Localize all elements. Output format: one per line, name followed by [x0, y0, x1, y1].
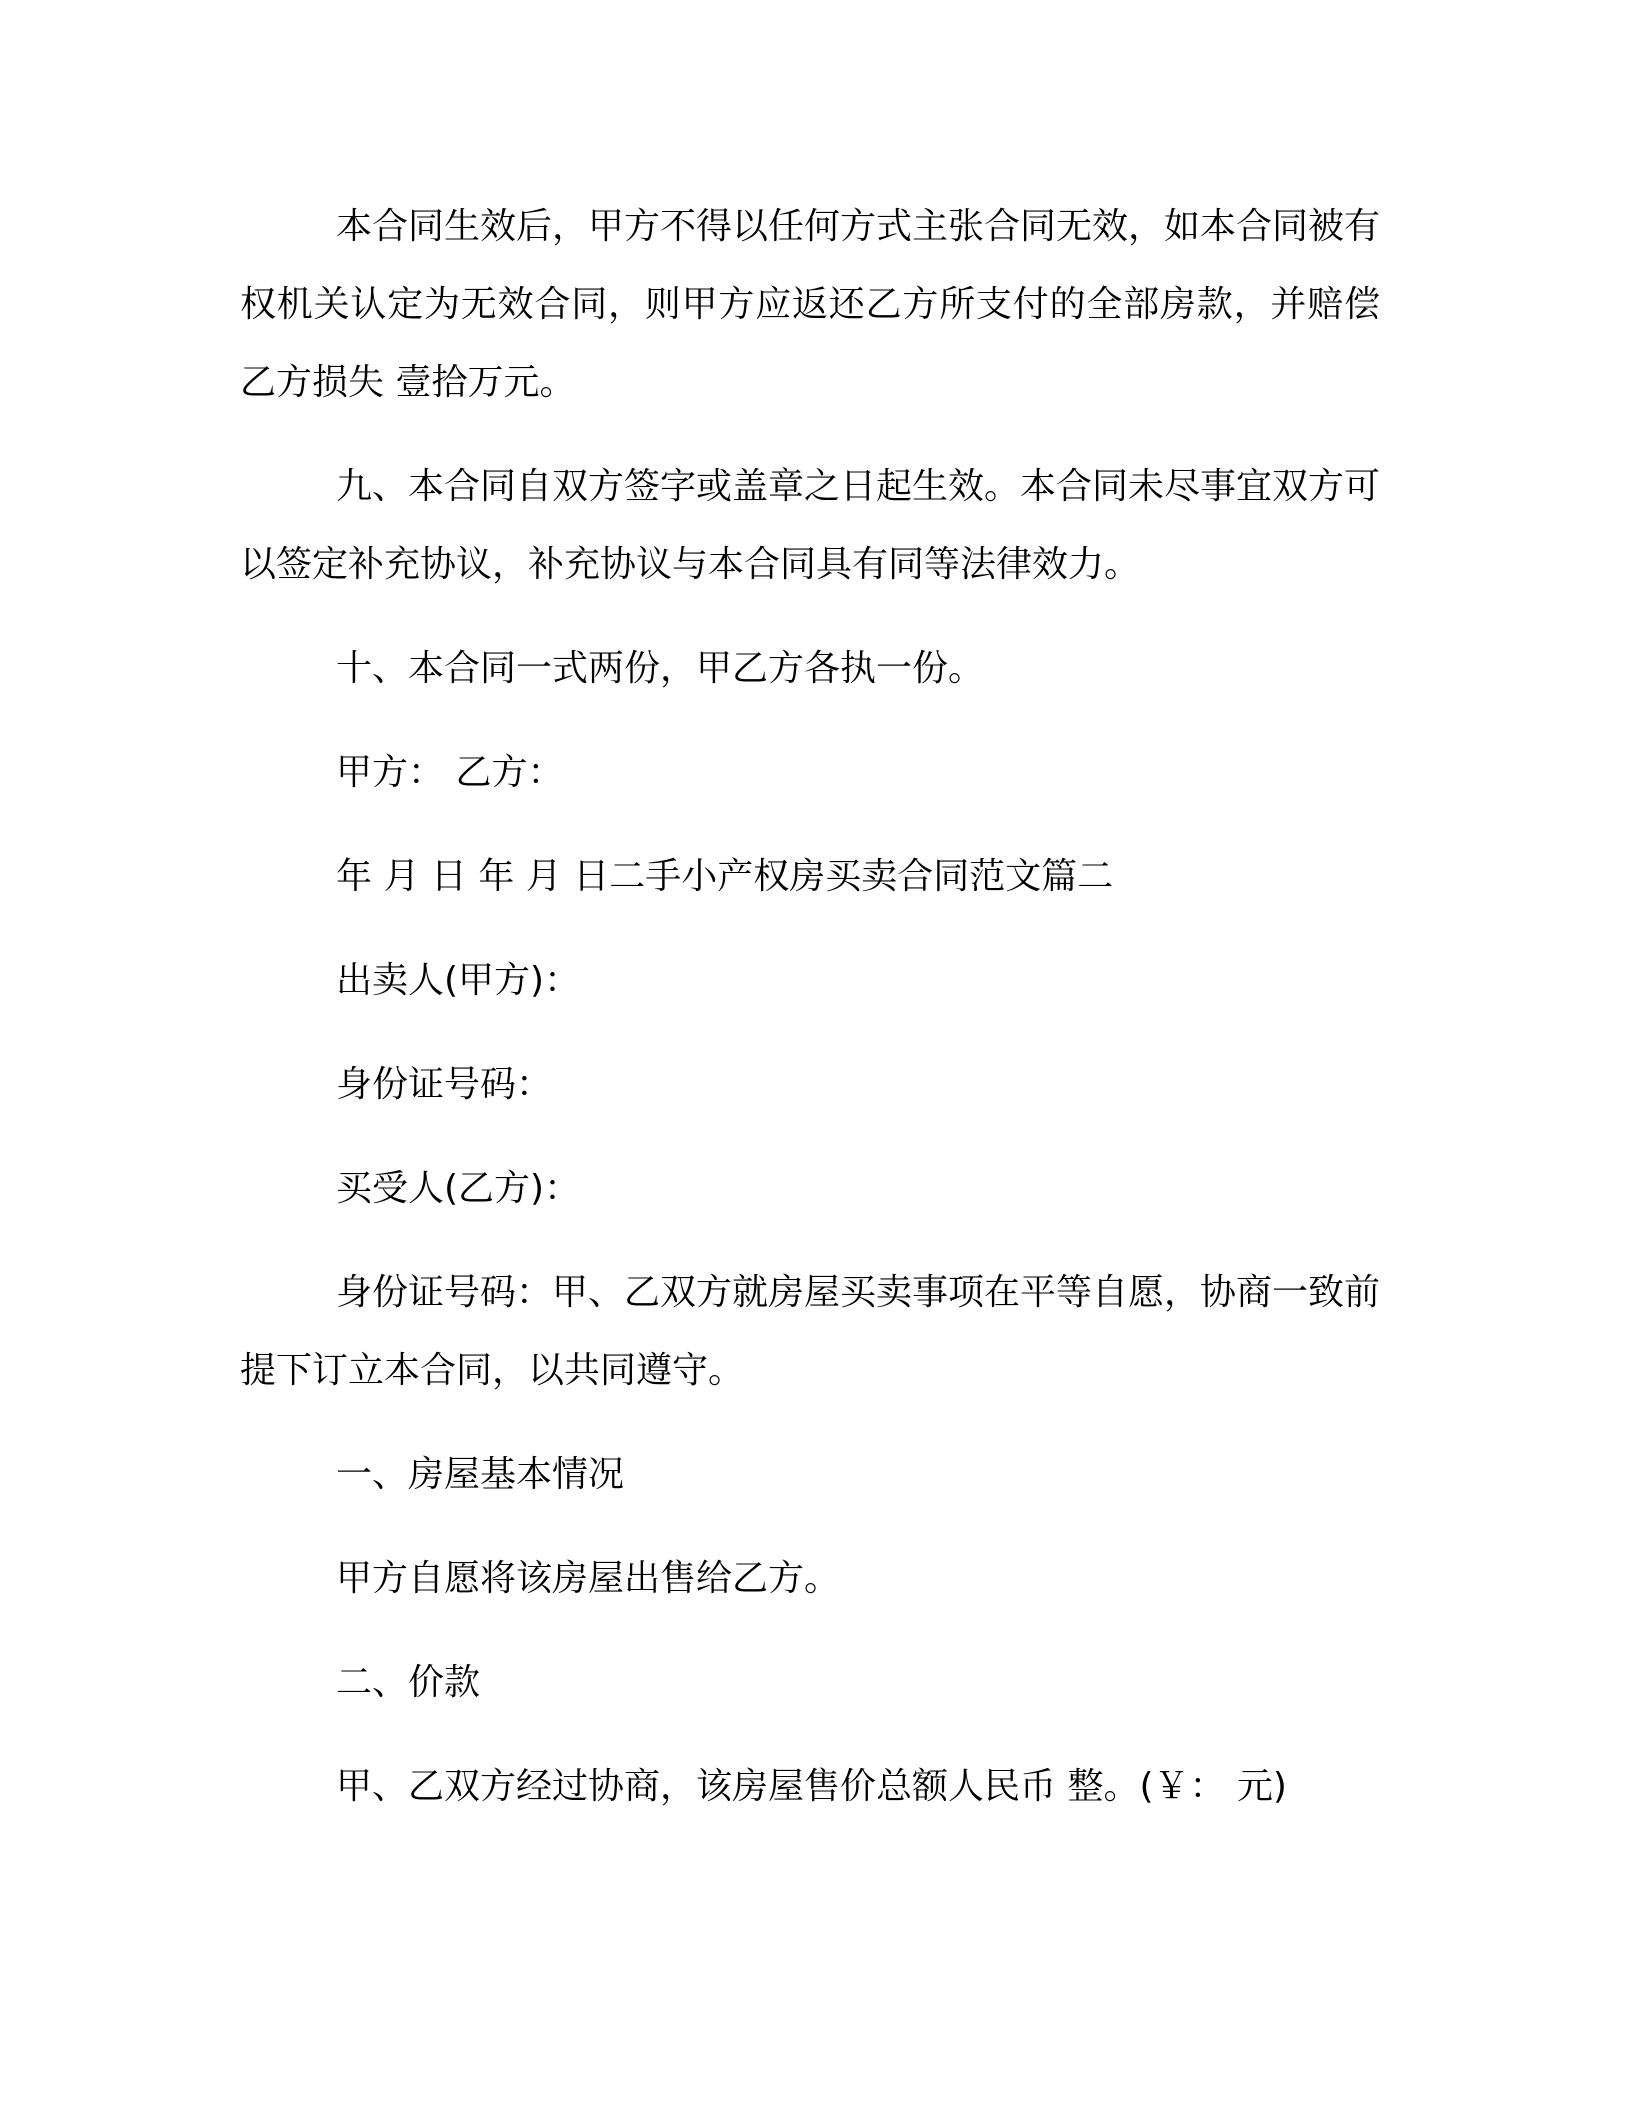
paragraph-price-details: 甲、乙双方经过协商，该房屋售价总额人民币 整。(￥： 元) — [336, 1766, 1287, 1807]
paragraph-seller: 出卖人(甲方)： — [336, 960, 581, 1001]
section-heading-price: 二、价款 — [336, 1662, 481, 1703]
paragraph-buyer: 买受人(乙方)： — [336, 1168, 581, 1209]
paragraph-clause-ten: 十、本合同一式两份，甲乙方各执一份。 — [336, 648, 985, 689]
paragraph-house-sale: 甲方自愿将该房屋出售给乙方。 — [336, 1558, 841, 1599]
paragraph-seller-id: 身份证号码： — [336, 1064, 553, 1105]
paragraph-clause-nine: 九、本合同自双方签字或盖章之日起生效。本合同未尽事宜双方可以签定补充协议，补充协议与本合同具有同等法律效力。 — [240, 466, 1381, 585]
paragraph-party-signatures: 甲方： 乙方： — [336, 752, 564, 793]
section-heading-house-info: 一、房屋基本情况 — [336, 1454, 625, 1495]
paragraph-invalid-contract-clause: 本合同生效后，甲方不得以任何方式主张合同无效，如本合同被有权机关认定为无效合同，则甲方应返还乙方所支付的全部房款，并赔偿乙方损失 壹拾万元。 — [240, 206, 1381, 403]
document-body — [240, 188, 1380, 1826]
paragraph-buyer-id-preamble: 身份证号码：甲、乙双方就房屋买卖事项在平等自愿，协商一致前提下订立本合同，以共同遵守。 — [240, 1272, 1381, 1391]
paragraph-dates-and-title: 年 月 日 年 月 日二手小产权房买卖合同范文篇二 — [336, 856, 1114, 897]
